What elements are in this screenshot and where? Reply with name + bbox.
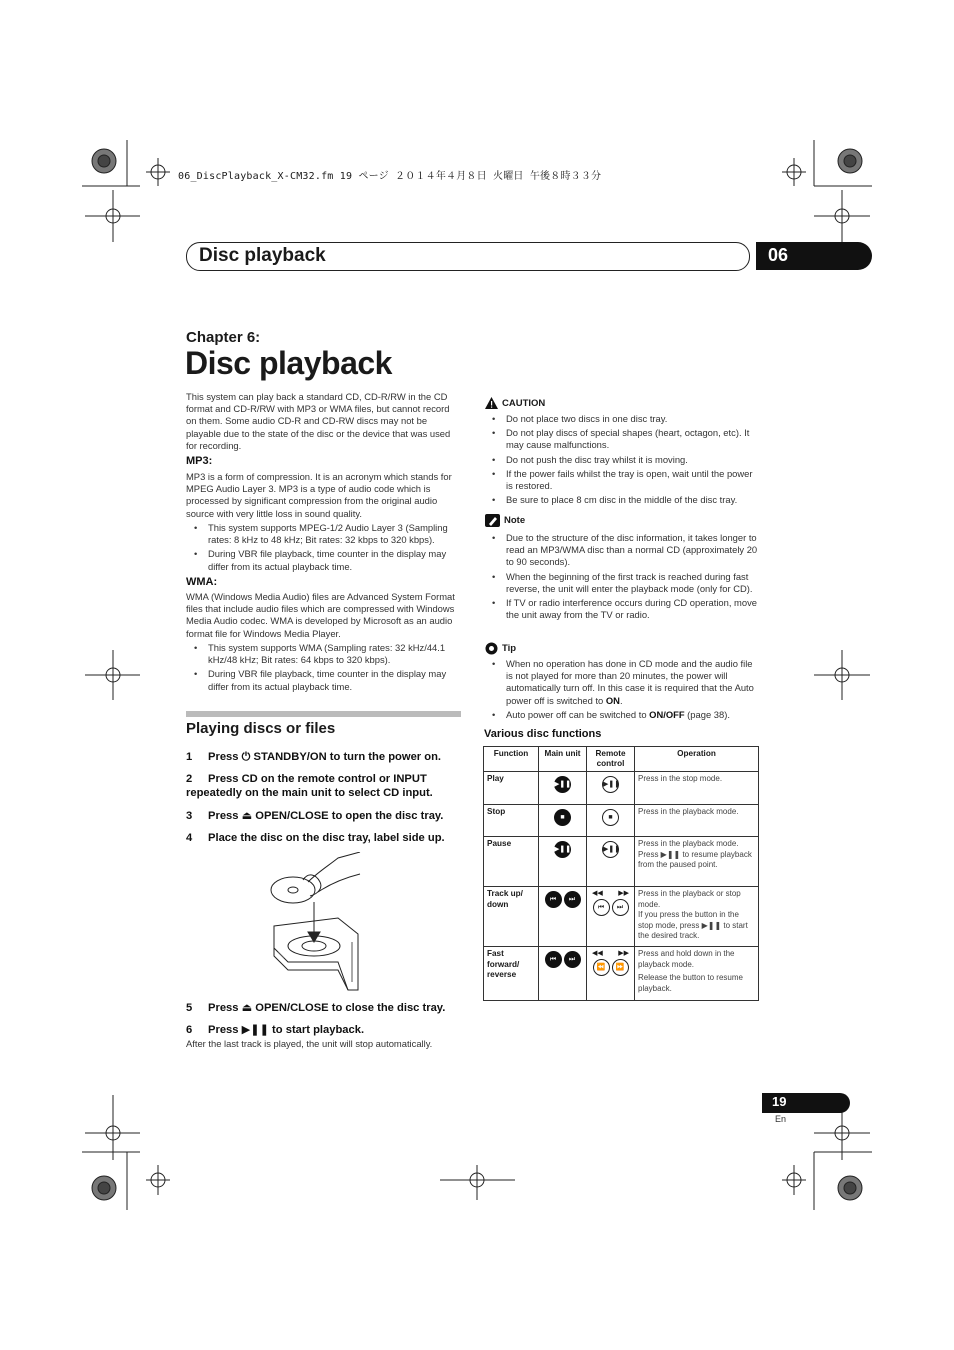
play-pause-icon: ▶❚❚ xyxy=(602,776,619,793)
functions-title: Various disc functions xyxy=(484,728,602,740)
step-2: 2 Press CD on the remote control or INPUT repeatedly on the main unit to select CD input. xyxy=(186,773,433,799)
fast-forward-icon: ⏩ xyxy=(612,959,629,976)
prev-track-icon: ⏮ xyxy=(545,951,562,968)
list-item: • During VBR file playback, time counter in the display may differ from its actual playback time. xyxy=(186,668,461,692)
next-track-icon: ⏭ xyxy=(564,891,581,908)
warning-icon xyxy=(485,397,498,409)
step-3: 3 Press ⏏ OPEN/CLOSE to open the disc tray. xyxy=(186,810,444,822)
skip-labels xyxy=(590,949,631,957)
page-title: Disc playback xyxy=(185,345,392,381)
list-item: • During VBR file playback, time counter in the display may differ from its actual playback time. xyxy=(186,548,461,572)
skip-labels xyxy=(590,889,631,897)
list-item: • Be sure to place 8 cm disc in the middle of the disc tray. xyxy=(484,494,760,506)
file-header: 06_DiscPlayback_X-CM32.fm 19 ページ ２０１４年４月８日 火曜日 午後８時３３分 xyxy=(178,171,602,182)
disc-functions-table xyxy=(483,746,759,1001)
wma-bullets xyxy=(186,642,461,695)
play-pause-icon: ▶❚❚ xyxy=(554,776,571,793)
chapter-number-tab xyxy=(756,242,872,270)
wma-heading: WMA: xyxy=(186,576,218,588)
table-header-row xyxy=(484,747,759,772)
table-row: Stop ■ ■ Press in the playback mode. xyxy=(484,805,759,837)
list-item: • Do not play discs of special shapes (heart, octagon, etc). It may cause malfunctions. xyxy=(484,427,760,451)
list-item: • When the beginning of the first track is reached during fast reverse, the unit will enter the playback mode (only for CD). xyxy=(484,571,760,595)
forward-icon: ▶▶ xyxy=(618,890,629,897)
header-title: Disc playback xyxy=(199,245,326,266)
play-pause-icon: ▶❚❚ xyxy=(602,841,619,858)
note-pencil-icon xyxy=(485,514,500,527)
list-item: • When no operation has done in CD mode and the audio file is not played for more than 20 minutes, the power will automatically turn off. In this case it is required that the Auto power off is switched to ON. xyxy=(484,658,760,707)
mp3-heading: MP3: xyxy=(186,455,213,467)
list-item: • If TV or radio interference occurs during CD operation, move the unit away from the TV or radio. xyxy=(484,597,760,621)
prev-track-icon: ⏮ xyxy=(545,891,562,908)
step-6: 6 Press ▶❚❚ to start playback. xyxy=(186,1024,365,1036)
rewind-icon: ◀◀ xyxy=(592,890,603,897)
col-function: Function xyxy=(484,747,539,772)
tip-heading: Tip xyxy=(485,642,516,655)
next-track-icon: ⏭ xyxy=(612,899,629,916)
mp3-bullets xyxy=(186,522,461,575)
play-pause-icon: ▶❚❚ xyxy=(554,841,571,858)
after-playback-text: After the last track is played, the unit will stop automatically. xyxy=(186,1038,433,1049)
language-label: En xyxy=(775,1114,787,1124)
stop-icon: ■ xyxy=(602,809,619,826)
playing-title: Playing discs or files xyxy=(186,720,336,737)
step-4: 4 Place the disc on the disc tray, label side up. xyxy=(186,832,445,844)
intro-text: This system can play back a standard CD, CD-R/RW in the CD format and CD-R/RW with MP3 or WMA files, but cannot record on them. Some audio CD-R and CD-RW discs may not be playable due to the state of the disc or the device that was used for recording. xyxy=(186,391,451,451)
col-operation: Operation xyxy=(635,747,759,772)
step-5: 5 Press ⏏ OPEN/CLOSE to close the disc tray. xyxy=(186,1002,446,1014)
prev-track-icon: ⏮ xyxy=(593,899,610,916)
list-item: • This system supports WMA (Sampling rates: 32 kHz/44.1 kHz/48 kHz; Bit rates: 64 kbps to 320 kbps). xyxy=(186,642,461,666)
tip-bullets xyxy=(484,658,760,723)
tip-gear-icon xyxy=(485,642,498,655)
section-bar xyxy=(186,711,461,717)
list-item: • Do not place two discs in one disc tray. xyxy=(484,413,760,425)
chapter-label: Chapter 6: xyxy=(186,329,261,346)
caution-bullets xyxy=(484,413,760,508)
mp3-text: MP3 is a form of compression. It is an acronym which stands for MPEG Audio Layer 3. MP3 is a type of audio code which is processed by significant compression from the original audio source with very little loss in sound quality. xyxy=(186,471,452,519)
table-row: Pause ▶❚❚ ▶❚❚ Press in the playback mode. Press ▶❚❚ to resume playback from the paused point. xyxy=(484,837,759,887)
col-main-unit: Main unit xyxy=(539,747,587,772)
step-1: 1 Press ⏻ STANDBY/ON to turn the power on. xyxy=(186,751,442,763)
list-item: • Do not push the disc tray whilst it is moving. xyxy=(484,454,760,466)
next-track-icon: ⏭ xyxy=(564,951,581,968)
table-row: Play ▶❚❚ ▶❚❚ Press in the stop mode. xyxy=(484,772,759,805)
page-number-tab xyxy=(762,1093,850,1113)
list-item: • If the power fails whilst the tray is open, wait until the power is restored. xyxy=(484,468,760,492)
list-item: • Auto power off can be switched to ON/OFF (page 38). xyxy=(484,709,760,721)
table-row: Fast forward/ reverse ⏮ ⏭ ◀◀ ▶▶ ⏪ ⏩ Press and hold down in the playback mode. Release the button to resume playback. xyxy=(484,947,759,1001)
stop-icon: ■ xyxy=(554,809,571,826)
table-row: Track up/ down ⏮ ⏭ ◀◀ ▶▶ ⏮ ⏭ Press in the playback or stop mode. If you press the button in the stop mode, press ▶❚❚ to start the desired track. xyxy=(484,887,759,947)
caution-heading: CAUTION xyxy=(485,397,545,409)
disc-tray-illustration xyxy=(268,852,364,992)
note-bullets xyxy=(484,532,760,623)
forward-icon: ▶▶ xyxy=(618,950,629,957)
wma-text: WMA (Windows Media Audio) files are Advanced System Format files that include audio files which are compressed with Windows Media Audio codec. WMA is developed by Microsoft as an audio format file for Windows Media Player. xyxy=(186,591,455,639)
rewind-icon: ◀◀ xyxy=(592,950,603,957)
page-number: 19 xyxy=(772,1094,787,1109)
list-item: • This system supports MPEG-1/2 Audio Layer 3 (Sampling rates: 8 kHz to 48 kHz; Bit rates: 32 kbps to 320 kbps). xyxy=(186,522,461,546)
chapter-number: 06 xyxy=(768,245,789,265)
col-remote: Remote control xyxy=(587,747,635,772)
list-item: • Due to the structure of the disc information, it takes longer to read an MP3/WMA disc than a normal CD (approximately 20 to 90 seconds). xyxy=(484,532,760,569)
rewind-icon: ⏪ xyxy=(593,959,610,976)
note-heading: Note xyxy=(485,514,525,527)
